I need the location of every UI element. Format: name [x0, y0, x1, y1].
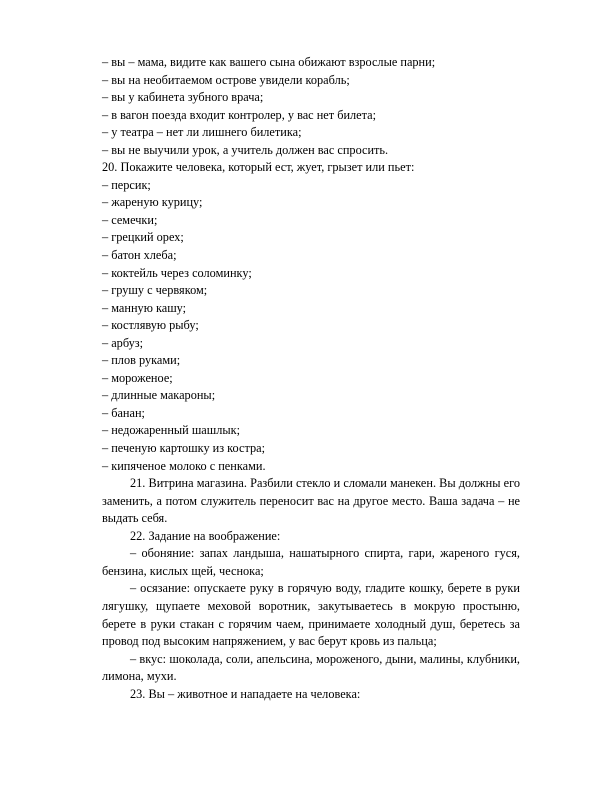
list-item: – вы у кабинета зубного врача;: [102, 90, 264, 105]
list-item: – в вагон поезда входит контролер, у вас нет билета;: [102, 107, 377, 122]
list-item: – костлявую рыбу;: [102, 318, 199, 333]
list-item: – персик;: [102, 177, 151, 192]
document-page: [102, 54, 520, 703]
list-item: – недожаренный шашлык;: [102, 423, 241, 438]
list-item: – плов руками;: [102, 353, 181, 368]
list-item: – вы не выучили урок, а учитель должен вас спросить.: [102, 142, 389, 157]
list-item: – вы – мама, видите как вашего сына обижают взрослые парни;: [102, 55, 436, 69]
exercise-paragraph-21: 21. Витрина магазина. Разбили стекло и сломали манекен. Вы должны его заменить, а потом служитель переносит вас на другое место. Ваша задача – не выдать себя.: [102, 476, 520, 526]
list-item: – батон хлеба;: [102, 248, 177, 263]
list-item: – вы на необитаемом острове увидели корабль;: [102, 72, 350, 87]
list-item: – у театра – нет ли лишнего билетика;: [102, 125, 302, 140]
list-item: – банан;: [102, 405, 145, 420]
list-item: – длинные макароны;: [102, 388, 216, 403]
paragraph-touch: – осязание: опускаете руку в горячую воду, гладите кошку, берете в руки лягушку, щупаете меховой воротник, закутываетесь в мокрую простыню, берете в руки стакан с горячим чаем, принимаете холодный душ, беретесь за провод под высоким напряжением, у вас берут кровь из пальца;: [102, 581, 520, 649]
paragraph-smell: – обоняние: запах ландыша, нашатырного спирта, гари, жареного гуся, бензина, кислых щей, чеснока;: [102, 546, 520, 578]
exercise-heading-20: 20. Покажите человека, который ест, жует, грызет или пьет:: [102, 160, 415, 175]
list-item: – мороженое;: [102, 370, 173, 385]
list-item: – коктейль через соломинку;: [102, 265, 252, 280]
list-item: – манную кашу;: [102, 300, 187, 315]
exercise-heading-23: 23. Вы – животное и нападаете на человека:: [130, 686, 361, 701]
list-item: – грецкий орех;: [102, 230, 184, 245]
list-item: – кипяченое молоко с пенками.: [102, 458, 266, 473]
list-item: – семечки;: [102, 212, 158, 227]
list-item: – печеную картошку из костра;: [102, 441, 265, 456]
list-item: – жареную курицу;: [102, 195, 203, 210]
paragraph-taste: – вкус: шоколада, соли, апельсина, мороженого, дыни, малины, клубники, лимона, мухи.: [102, 651, 520, 684]
list-item: – грушу с червяком;: [102, 283, 208, 298]
exercise-heading-22: 22. Задание на воображение:: [130, 528, 281, 543]
list-item: – арбуз;: [102, 335, 144, 350]
